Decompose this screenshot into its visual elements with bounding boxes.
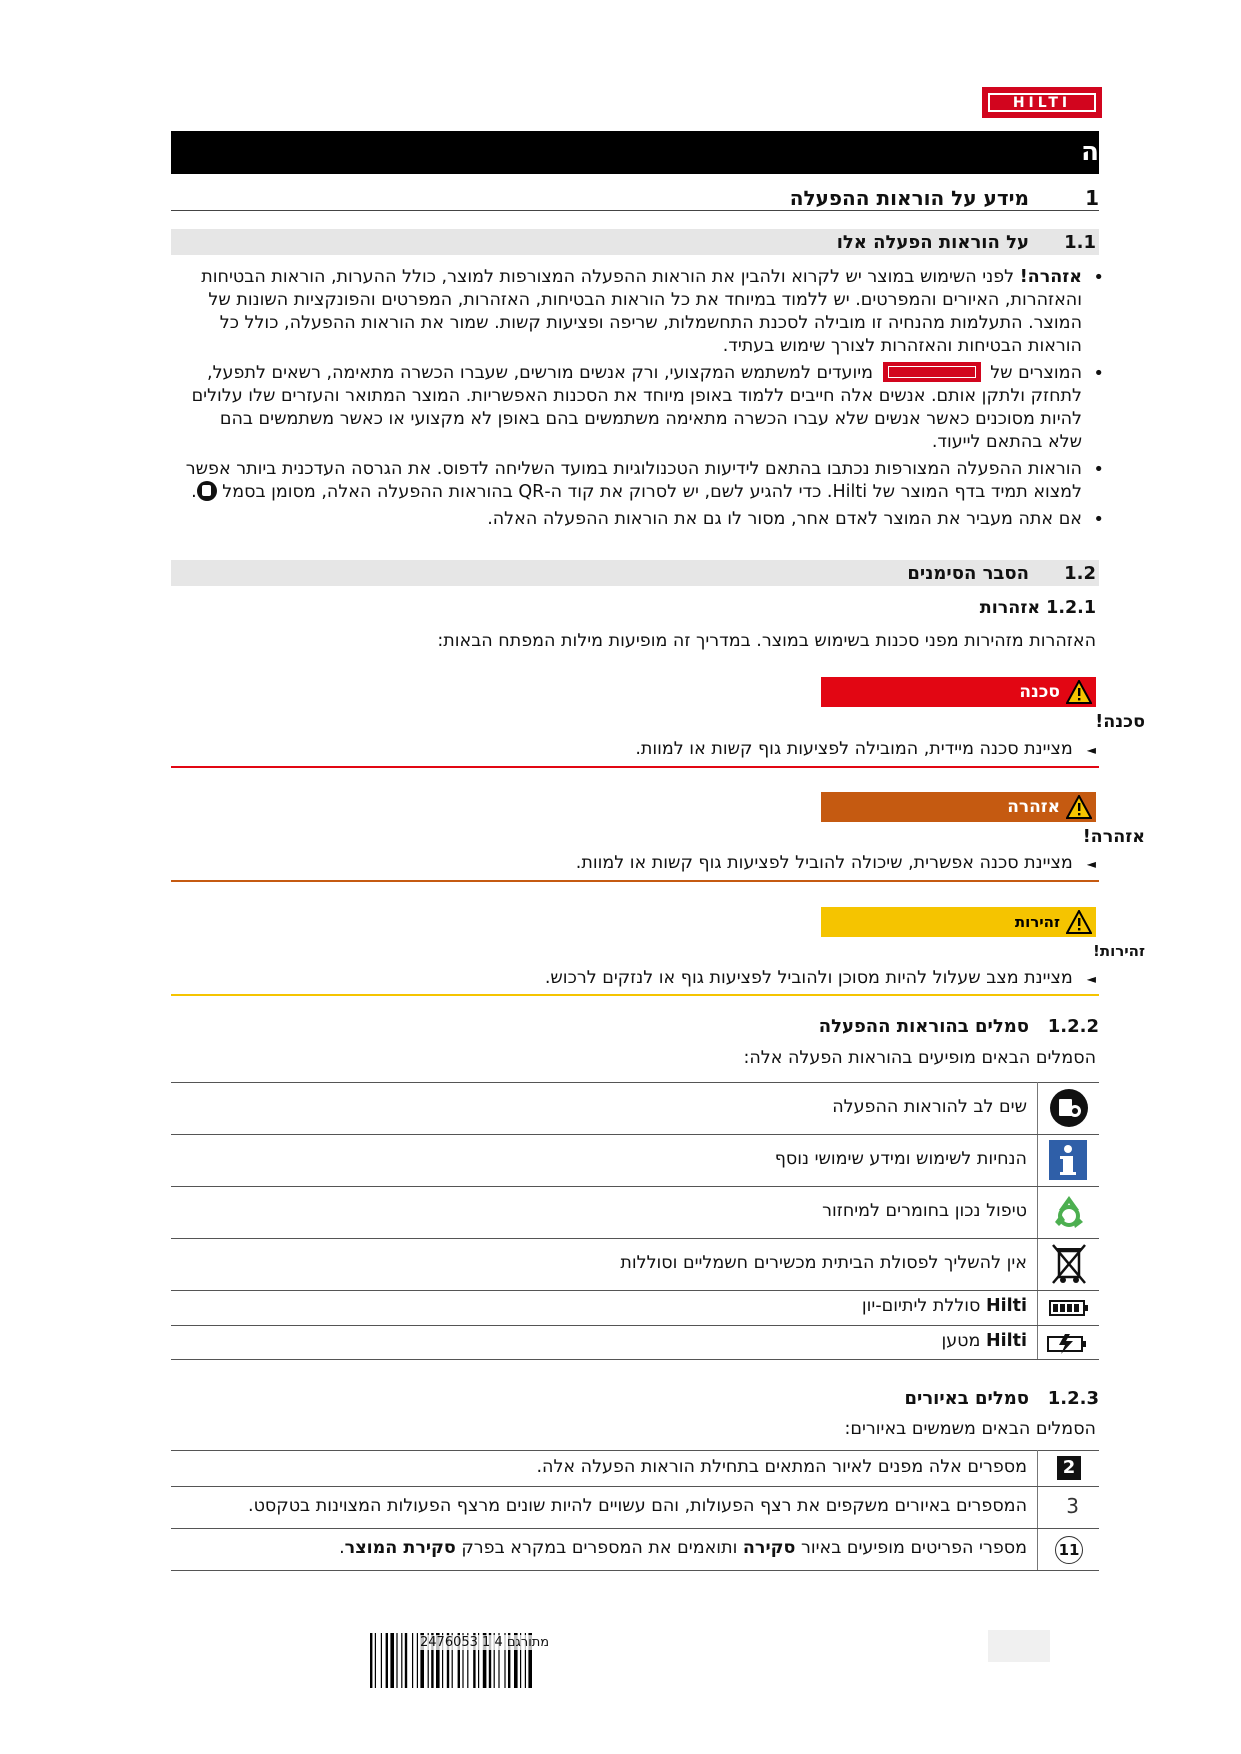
section-number: 1 [1085, 186, 1099, 210]
warning-triangle-icon [1066, 795, 1092, 819]
manual-qr-icon [197, 481, 217, 501]
danger-word: סכנה! [1095, 712, 1145, 732]
table-row [171, 1186, 1099, 1238]
table-rule [171, 1570, 1099, 1571]
barcode-bar [405, 1633, 407, 1688]
battery-icon [1049, 1299, 1089, 1317]
subsection-number: 1.2.2 [1047, 1016, 1099, 1037]
read-manual-icon [1049, 1088, 1089, 1128]
barcode-bar [401, 1633, 402, 1688]
row-text: שים לב להוראות ההפעלה [832, 1097, 1027, 1117]
recycle-icon [1049, 1192, 1089, 1232]
bullet-dot: • [1093, 363, 1104, 384]
bullet-up-to-date [160, 458, 1104, 504]
row-text: הנחיות לשימוש ומידע שימושי נוסף [774, 1149, 1027, 1169]
text-line: מיועדים למשתמש המקצועי, ורק אנשים מורשים, שעברו הכשרה מתאימה, רשאים לתפעל, [207, 363, 874, 383]
item-number-icon: 11 [1055, 1536, 1083, 1564]
warning-triangle-icon [1066, 680, 1092, 704]
hilti-logo [982, 87, 1102, 118]
section-1-rule [171, 210, 1099, 211]
text-line: המוצרים של [990, 363, 1082, 383]
brand-name: Hilti [985, 1331, 1027, 1351]
bullet-line: אם אתה מעביר את המוצר לאדם אחר, מסור לו גם את הוראות ההפעלה האלה. [487, 509, 1082, 529]
caution-text: מציינת מצב שעלול להיות מסוכן ולהוביל לפציעות גוף או לנזקים לרכוש. [544, 968, 1073, 988]
table-row [171, 1528, 1099, 1570]
bullet-line: הוראות ההפעלה המצורפות נכתבו בהתאם לידיעות הטכנולוגיות במועד השליחה לדפוס. את הגרסה העדכנית ביותר אפשר [185, 459, 1082, 479]
bullet-line: להיות מסוכנים כאשר אנשים שלא עברו הכשרה מתאימה משתמשים בהם באופן לא מקצועי או כאשר משתמשים בהם [219, 409, 1082, 429]
arrow-bullet: ◄ [1086, 743, 1096, 757]
warning-word: אזהרה! [1019, 267, 1082, 287]
table-row [171, 1082, 1099, 1134]
warning-triangle-icon [1066, 910, 1092, 934]
bullet-line: המוצר. התעלמות מהנחיה זו מובילה לסכנת התחשמלות, שריפה ופציעות קשות. שמור את הוראות ההפעלה, כולל כל [219, 313, 1082, 333]
section-title: מידע על הוראות ההפעלה [789, 186, 1029, 210]
bullet-line [160, 266, 1082, 289]
row-text: . [339, 1538, 345, 1558]
row-text: סוללת ליתיום-יון [861, 1296, 981, 1316]
subsection-1-2-2-heading [171, 1016, 1099, 1042]
warning-rule [171, 880, 1099, 882]
arrow-bullet: ◄ [1086, 857, 1096, 871]
warning-word: אזהרה! [1082, 827, 1145, 847]
subsection-1-2-1-heading [171, 598, 1099, 622]
bullet-line: והאזהרות, האיורים והמפרטים. יש ללמוד במיוחד את כל הוראות הבטיחות, האזהרות, המפרטים והפונקציות השונות של [208, 290, 1082, 310]
subsection-number: 1.2.3 [1047, 1388, 1099, 1409]
row-text: טיפול נכון בחומרים למיחזור [822, 1201, 1027, 1221]
caution-word: זהירות! [1093, 942, 1145, 960]
language-bar [171, 131, 1099, 174]
danger-label-box [821, 677, 1096, 707]
brand-name: Hilti [985, 1296, 1027, 1316]
danger-rule [171, 766, 1099, 768]
section-number: 1.2 [1064, 563, 1096, 584]
barcode-bar [370, 1633, 372, 1688]
bullet-dot: • [1093, 459, 1104, 480]
bullet-professional-users [160, 362, 1104, 454]
text-line: למצוא תמיד בדף המוצר של Hilti. כדי להגיע לשם, יש לסרוק את קוד ה-QR בהוראות ההפעלה האלה, מסומן בסמל [222, 482, 1082, 502]
hilti-inline-logo [883, 362, 981, 382]
table-row [171, 1290, 1099, 1325]
bullet-line: הוראות הבטיחות והאזהרות לצורך שימוש בעתיד. [722, 336, 1082, 356]
table-rule [171, 1359, 1099, 1360]
bullet-line: לתחזק ולתקן אותם. אנשים אלה חייבים ללמוד באופן מיוחד את הסכנות האפשריות. המוצר המתואר והעזרים שלו עלולים [191, 386, 1082, 406]
page-number-box [988, 1630, 1050, 1662]
barcode [370, 1633, 596, 1688]
row-text: המספרים באיורים משקפים את רצף הפעולות, והם עשויים להיות שונים מרצף הפעולות המצוינות בטקסט. [248, 1496, 1027, 1516]
row-text: מטען [941, 1331, 981, 1351]
subsection-heading-text [980, 598, 1096, 618]
subsection-title: סמלים בהוראות ההפעלה [818, 1016, 1029, 1037]
row-text: אין להשליך לפסולת הביתית מכשירים חשמליים וסוללות [620, 1253, 1027, 1273]
row-text: מספרים אלה מפנים לאיור המתאים בתחילת הוראות הפעלה אלה. [536, 1457, 1027, 1477]
no-trash-icon [1051, 1243, 1087, 1285]
caution-label: זהירות [1014, 913, 1060, 931]
table-row [171, 1450, 1099, 1486]
barcode-bar [381, 1633, 382, 1688]
bullet-pass-on [160, 508, 1104, 531]
danger-description [171, 738, 1096, 762]
row-text: ותואמים את המספרים במקרא בפרק [455, 1538, 743, 1558]
table-row [171, 1325, 1099, 1360]
symbols-table [171, 1082, 1099, 1360]
table-row [171, 1238, 1099, 1290]
barcode-bar [386, 1633, 388, 1688]
bullet-warning [160, 266, 1104, 358]
section-number: 1.1 [1064, 232, 1096, 253]
warning-label-box [821, 792, 1096, 822]
figure-symbols-intro: הסמלים הבאים משמשים באיורים: [844, 1419, 1096, 1439]
subsection-number: 1.2.1 [1046, 598, 1096, 618]
symbols-intro: הסמלים הבאים מופיעים בהוראות הפעלה אלה: [743, 1048, 1096, 1068]
table-row [171, 1486, 1099, 1528]
caution-label-box [821, 907, 1096, 937]
caution-description [171, 967, 1096, 991]
barcode-bar [396, 1633, 397, 1688]
section-1-1-heading [171, 229, 1099, 255]
warnings-intro: האזהרות מזהירות מפני סכנות בשימוש במוצר. במדריך זה מופיעות מילות המפתח הבאות: [437, 631, 1096, 651]
caution-rule [171, 994, 1099, 996]
hilti-logo-text: HILTI [988, 93, 1096, 112]
warning-description [171, 852, 1096, 876]
danger-label: סכנה [1019, 682, 1060, 702]
manual-qr-icon-page [202, 485, 211, 496]
bold-term: סקירת המוצר [344, 1538, 456, 1558]
arrow-bullet: ◄ [1086, 972, 1096, 986]
bullet-dot: • [1093, 267, 1104, 288]
language-bar-text: ה [1081, 137, 1099, 167]
warning-text: מציינת סכנה אפשרית, שיכולה להוביל לפציעות גוף קשות או למוות. [575, 853, 1073, 873]
table-row [171, 1134, 1099, 1186]
subsection-title: אזהרות [979, 598, 1041, 618]
text-line: לפני השימוש במוצר יש לקרוא ולהבין את הוראות ההפעלה המצורפות למוצר, כולל ההערות, הוראות הבטיחות [201, 267, 1015, 287]
barcode-text: 2476053 מתורגם 4 1 [420, 1635, 550, 1650]
row-text-wrap [339, 1538, 1027, 1558]
subsection-1-2-3-heading [171, 1388, 1099, 1414]
barcode-bar [375, 1633, 376, 1688]
text-line: . [191, 482, 197, 502]
row-text-wrap [941, 1331, 1027, 1351]
barcode-bar [390, 1633, 394, 1688]
figure-number-icon: 2 [1057, 1456, 1081, 1480]
row-text: מספרי הפריטים מופיעים באיור [795, 1538, 1027, 1558]
section-title: הסבר הסימנים [907, 563, 1029, 584]
warning-label: אזהרה [1007, 797, 1060, 817]
section-1-heading [171, 184, 1099, 212]
subsection-title: סמלים באיורים [904, 1388, 1029, 1409]
bullet-line: שלא בהתאם לייעוד. [931, 432, 1082, 452]
bullet-line [160, 481, 1082, 504]
info-icon [1049, 1140, 1087, 1180]
section-title: על הוראות הפעלה אלו [836, 232, 1029, 253]
bullet-dot: • [1093, 509, 1104, 530]
bold-term: סקירה [742, 1538, 796, 1558]
step-number-icon: 3 [1066, 1494, 1079, 1518]
row-text-wrap [862, 1296, 1027, 1316]
figure-symbols-table [171, 1450, 1099, 1570]
section-1-2-heading [171, 560, 1099, 586]
charger-icon [1047, 1332, 1089, 1354]
barcode-bar [412, 1633, 413, 1688]
danger-text: מציינת סכנה מיידית, המובילה לפציעות גוף קשות או למוות. [635, 739, 1073, 759]
bullet-line [160, 362, 1082, 385]
hilti-inline-logo-frame [888, 366, 976, 378]
